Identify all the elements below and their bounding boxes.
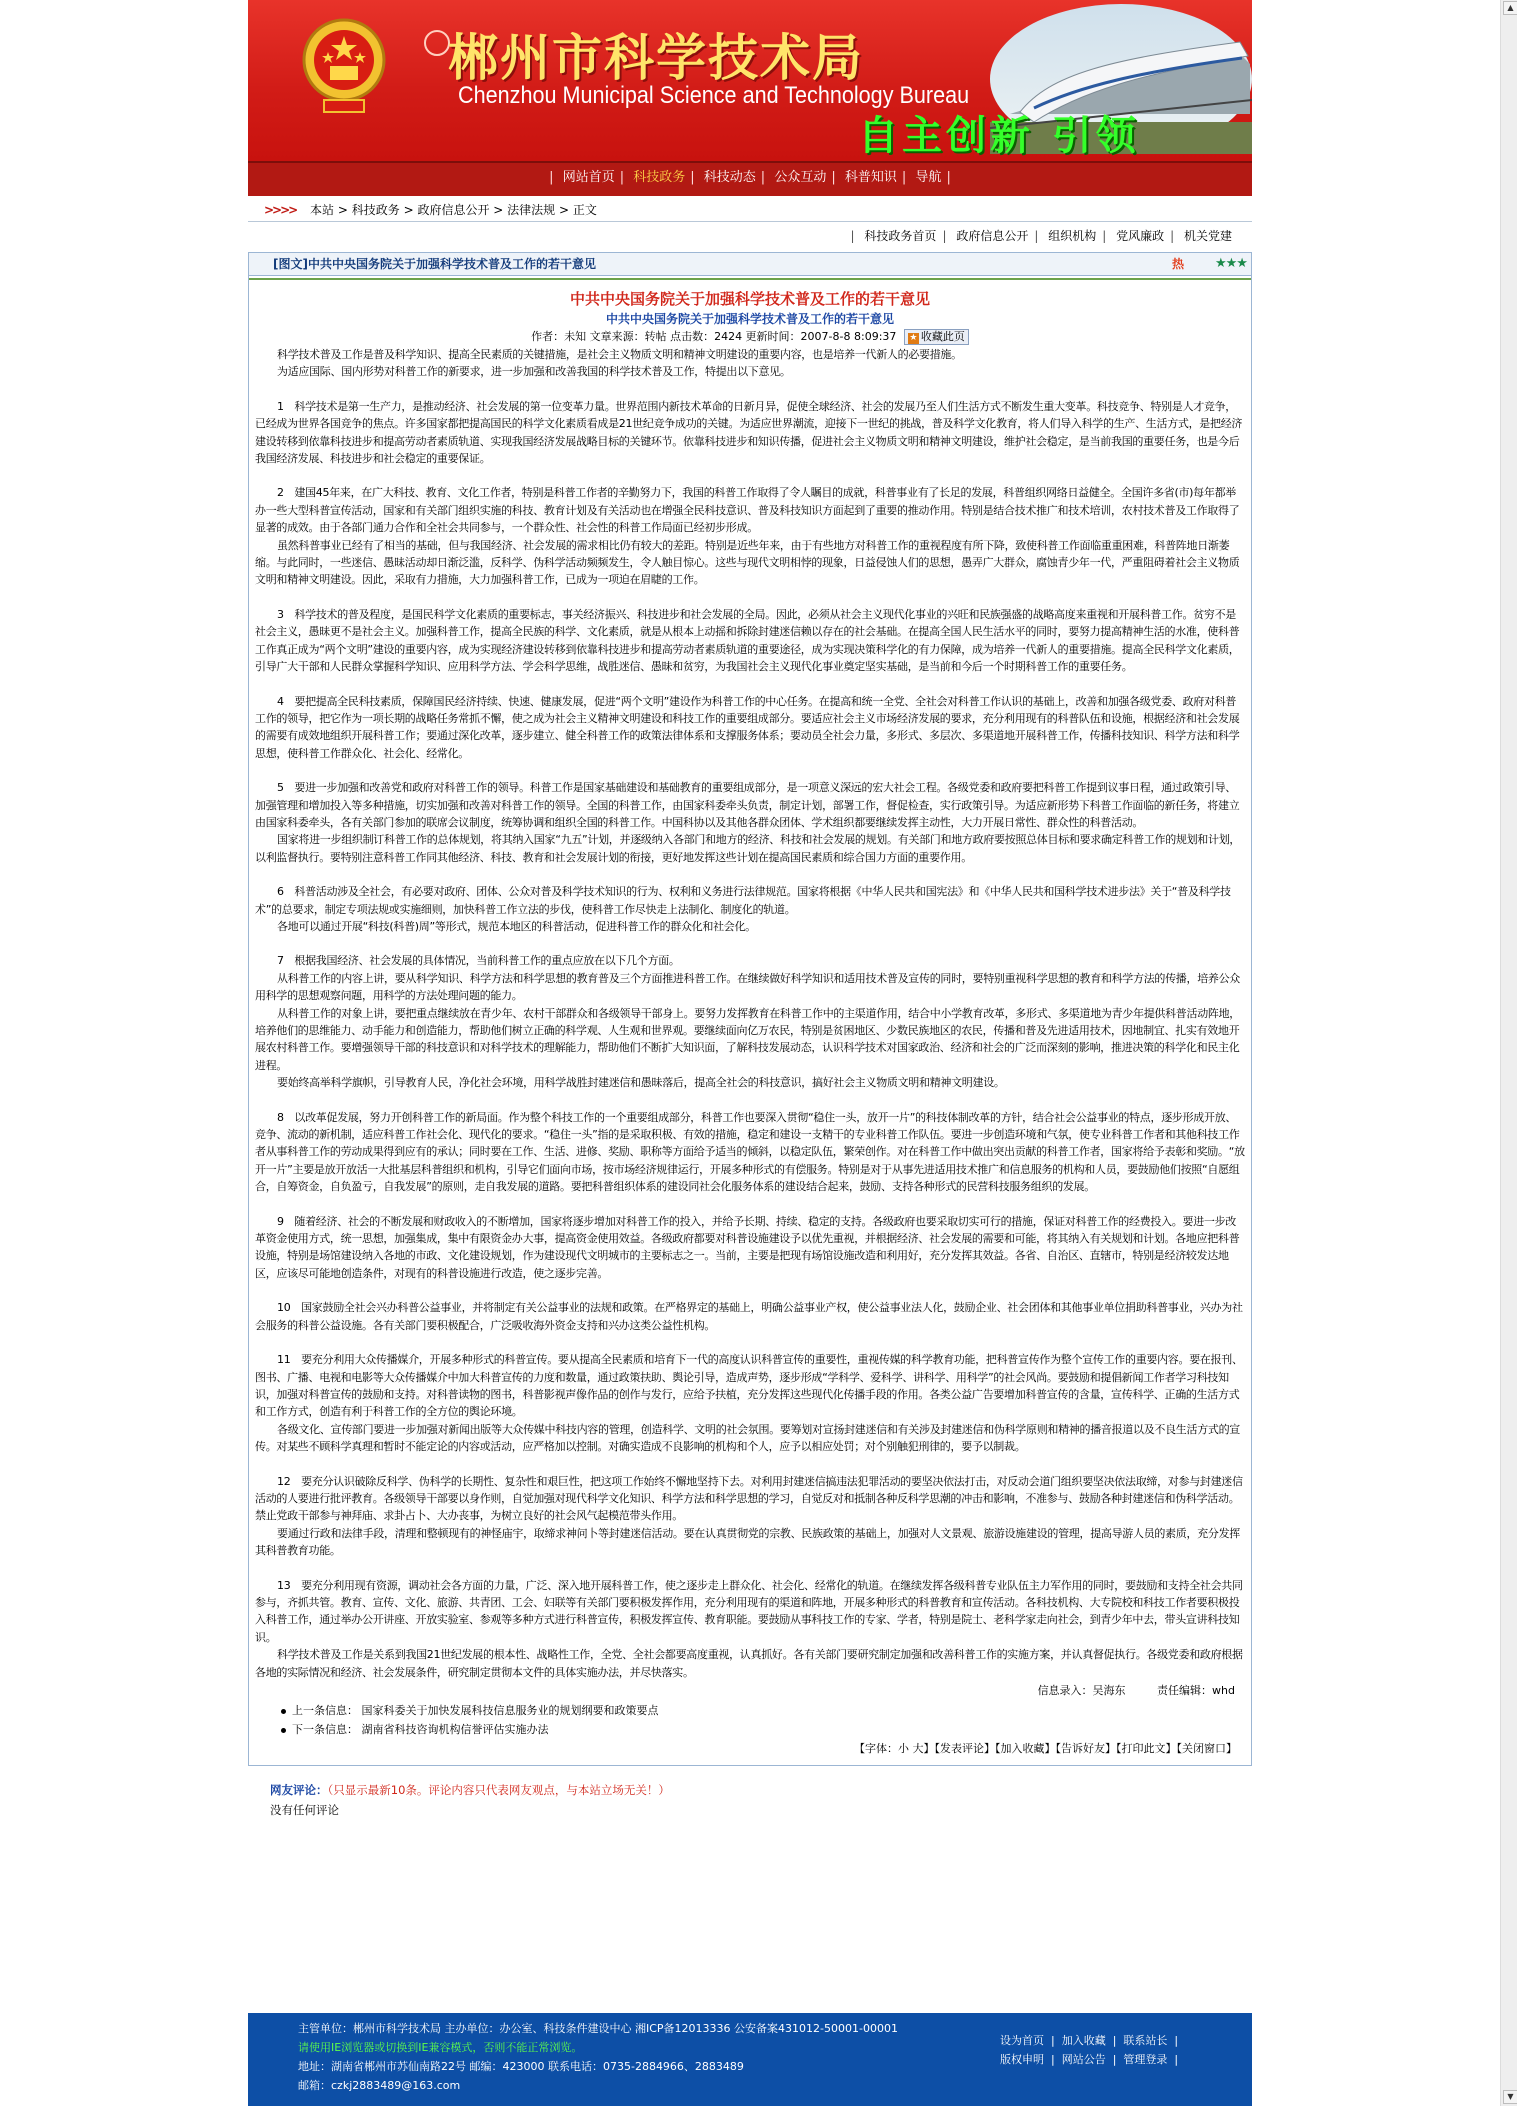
print-tool[interactable]: 【打印此文】 — [1116, 1742, 1177, 1755]
footer-link-admin-login[interactable]: 管理登录 — [1123, 2053, 1168, 2066]
article-titlebar — [249, 253, 1251, 276]
site-banner — [248, 0, 1252, 161]
article-paragraph: 要通过行政和法律手段，清理和整顿现有的神怪庙宇，取缔求神问卜等封建迷信活动。要在认真贯彻党的宗教、民族政策的基础上，加强对人文景观、旅游设施建设的管理，提高导游人员的素质，充分发挥其科普教育功能。 — [255, 1526, 1240, 1558]
entry-person: 信息录入：吴海东 — [1037, 1684, 1126, 1697]
subnav-item-info-public[interactable]: 政府信息公开 — [956, 229, 1029, 243]
breadcrumb-item-current: 正文 — [572, 203, 597, 217]
hot-badge: 热 — [1172, 257, 1185, 271]
nav-item-science-affairs[interactable]: 科技政务 — [633, 170, 686, 185]
article-paragraph: 2 建国45年来，在广大科技、教育、文化工作者，特别是科普工作者的辛勤努力下，我国的科普工作取得了令人瞩目的成就，科普事业有了长足的发展，科普组织网络日益健全。全国许多省(市)每年都举办一些大型科普宣传活动，国家和有关部门组织实施的科技、教育计划及有关活动也在增强全民科技意识、普及科技知识方面起到了重要的推动作用。特别是结合技术推广和技术培训，农村技术普及工作取得了显著的成效。由于各部门通力合作和全社会共同参与，一个群众性、社会性的科普工作局面已经初步形成。 — [255, 486, 1240, 535]
article-meta-text: 作者：未知 文章来源：转帖 点击数：2424 更新时间：2007-8-8 8:09:37 — [531, 330, 897, 343]
article-paragraph: 6 科普活动涉及全社会，有必要对政府、团体、公众对普及科学技术知识的行为、权利和义务进行法律规范。国家将根据《中华人民共和国宪法》和《中华人民共和国科学技术进步法》关于“普及科学技术”的总要求，制定专项法规或实施细则，加快科普工作立法的步伐，使科普工作尽快走上法制化、制度化的轨道。 — [255, 885, 1231, 916]
prev-link[interactable] — [281, 1701, 1245, 1720]
article-tools — [255, 1739, 1245, 1759]
nav-item-science-news[interactable]: 科技动态 — [703, 170, 756, 185]
nav-item-navigation[interactable]: 导航 — [915, 170, 942, 185]
breadcrumb-item-site[interactable]: 本站 — [310, 203, 335, 217]
article-subtitle: 中共中央国务院关于加强科学技术普及工作的若干意见 — [605, 312, 894, 326]
article-paragraph: 8 以改革促发展，努力开创科普工作的新局面。作为整个科技工作的一个重要组成部分，科普工作也要深入贯彻“稳住一头，放开一片”的科技体制改革的方针，结合社会公益事业的特点，逐步形成开放、竞争、流动的新机制，适应科普工作社会化、现代化的要求。“稳住一头”指的是采取积极、有效的措施，稳定和建设一支精干的专业科普工作队伍。要进一步创造环境和气氛，使专业科普工作者和其他科技工作者从事科普工作的劳动成果得到应有的承认；同时要在工作、生活、进修、奖励、职称等方面给予适当的倾斜，以稳定队伍，繁荣创作。对在科普工作中做出突出贡献的科普工作者，国家将给予表彰和奖励。“放开一片”主要是放开放活一大批基层科普组织和机构，引导它们面向市场，按市场经济规律运行，开展多种形式的有偿服务。特别是对于从事先进适用技术推广和信息服务的机构和人员，要鼓励他们按照“自愿组合，自筹资金，自负盈亏，自我发展”的原则，走自我发展的道路。要把科普组织体系的建设同社会化服务体系的建设结合起来，鼓励、支持各种形式的民营科技服务组织的发展。 — [255, 1110, 1245, 1194]
breadcrumb: >>>> 本站 > 科技政务 > 政府信息公开 > 法律法规 > 正文 — [248, 199, 1252, 222]
close-window-tool[interactable]: 【关闭窗口】 — [1176, 1742, 1237, 1755]
footer-info — [298, 2019, 898, 2095]
article-paragraph: 9 随着经济、社会的不断发展和财政收入的不断增加，国家将逐步增加对科普工作的投入，并给予长期、持续、稳定的支持。各级政府也要采取切实可行的措施，保证对科普工作的经费投入。要进一步改革资金使用方式，统一思想，加强集成，集中有限资金办大事，提高资金使用效益。各级政府都要对科普设施建设予以优先重视，并根据经济、社会发展的需要和可能，将其纳入有关规划和计划。各地应把科普设施，特别是场馆建设纳入各地的市政、文化建设规划，作为建设现代文明城市的主要标志之一。当前，主要是把现有场馆设施改造和利用好，充分发挥其效益。各省、自治区、直辖市，特别是经济较发达地区，应该尽可能地创造条件，对现有的科普设施进行改造，使之逐步完善。 — [255, 1214, 1240, 1280]
nav-item-public-interaction[interactable]: 公众互动 — [774, 170, 827, 185]
article-paragraph: 4 要把提高全民科技素质，保障国民经济持续、快速、健康发展，促进“两个文明”建设作为科普工作的中心任务。在提高和统一全党、全社会对科普工作认识的基础上，改善和加强各级党委、政府对科普工作的领导，把它作为一项长期的战略任务常抓不懈，使之成为社会主义精神文明建设和科技工作的重要组成部分。要适应社会主义市场经济发展的要求，充分利用现有的科普队伍和设施，根据经济和社会发展的需要有成效地组织开展科普工作；要通过深化改革，逐步建立、健全科普工作的政策法律体系和支撑服务体系；要动员全社会力量，多形式、多层次、多渠道地开展科普工作，传播科技知识、科学方法和科学思想，使科普工作群众化、社会化、经常化。 — [255, 694, 1240, 760]
article-paragraph: 各级文化、宣传部门要进一步加强对新闻出版等大众传媒中科技内容的管理，创造科学、文明的社会氛围。要筹划对宣扬封建迷信和有关涉及封建迷信和伪科学原则和精神的播音报道以及不良生活方式的宣传。对某些不顾科学真理和暂时不能定论的内容或活动，应严格加以控制。对确实造成不良影响的机构和个人，应予以相应处罚；对个别触犯刑律的，要予以制裁。 — [255, 1422, 1240, 1454]
comments-empty: 没有任何评论 — [270, 1803, 339, 1817]
nav-item-home[interactable]: 网站首页 — [562, 170, 615, 185]
titlebar-title: [图文]中共中央国务院关于加强科学技术普及工作的若干意见 — [273, 257, 596, 271]
comments-label: 网友评论： — [270, 1783, 328, 1797]
bookmark-icon: ★ — [909, 333, 918, 343]
comments-note: （只显示最新10条。评论内容只代表网友观点，与本站立场无关！） — [327, 1783, 670, 1797]
footer-links: 设为首页 | 加入收藏 | 联系站长 | 版权申明 | 网站公告 | 管理登录 | — [1000, 2034, 1179, 2066]
main-nav: | 网站首页 | 科技政务 | 科技动态 | 公众互动 | 科普知识 | 导航 | — [248, 161, 1252, 196]
article-paragraph: 12 要充分认识破除反科学、伪科学的长期性、复杂性和艰巨性，把这项工作始终不懈地坚持下去。对利用封建迷信搞违法犯罪活动的要坚决依法打击，对反动会道门组织要坚决依法取缔，对参与封建迷信活动的人要进行批评教育。各级领导干部要以身作则，自觉加强对现代科学文化知识、科学方法和科学思想的学习，自觉反对和抵制各种反科学思潮的冲击和影响，不准参与、鼓励各种封建迷信和伪科学活动。禁止党政干部参与神拜庙、求卦占卜、大办丧事，为树立良好的社会风气起模范带头作用。 — [255, 1474, 1243, 1523]
breadcrumb-item-info-public[interactable]: 政府信息公开 — [417, 203, 490, 217]
article — [249, 278, 1251, 1765]
article-paragraph: 1 科学技术是第一生产力，是推动经济、社会发展的第一位变革力量。世界范围内新技术革命的日新月异，促使全球经济、社会的发展乃至人们生活方式不断发生重大变革。科技竞争、特别是人才竞争，已经成为世界各国竞争的焦点。许多国家都把提高国民的科学文化素质看成是21世纪竞争成功的关键。为适应世界潮流，迎接下一世纪的挑战，普及科学文化教育，将人们导入科学的生产、生活方式，是把经济建设转移到依靠科技进步和提高劳动者素质轨道、实现我国经济发展战略目标的关键环节。依靠科技进步和知识传播，促进社会主义物质文明和精神文明建设，维护社会稳定，是当前我国的重要任务，也是今后我国经济发展、科技进步和社会稳定的重要保证。 — [255, 399, 1243, 466]
footer-link-copyright[interactable]: 版权申明 — [1000, 2053, 1044, 2066]
footer-line-3: 地址：湖南省郴州市苏仙南路22号 邮编：423000 联系电话：0735-2884966、2883489 — [298, 2060, 744, 2073]
article-paragraph: 从科普工作的内容上讲，要从科学知识、科学方法和科学思想的教育普及三个方面推进科普工作。在继续做好科学知识和适用技术普及宣传的同时，要特别重视科学思想的教育和科学方法的传播，培养公众用科学的思想观察问题，用科学的方法处理问题的能力。 — [255, 971, 1240, 1003]
national-emblem-icon — [300, 14, 388, 118]
subnav-item-integrity[interactable]: 党风廉政 — [1116, 229, 1165, 243]
footer-link-set-home[interactable]: 设为首页 — [1000, 2034, 1044, 2047]
post-comment-tool[interactable]: 【发表评论】 — [934, 1742, 995, 1755]
article-paragraph: 3 科学技术的普及程度，是国民科学文化素质的重要标志，事关经济振兴、科技进步和社会发展的全局。因此，必须从社会主义现代化事业的兴旺和民族强盛的战略高度来重视和开展科普工作。贫穷不是社会主义，愚昧更不是社会主义。加强科普工作，提高全民族的科学、文化素质，就是从根本上动摇和拆除封建迷信赖以存在的社会基础。在提高全国人民生活水平的同时，要努力提高精神生活的水准，使科普工作真正成为“两个文明”建设的重要内容，成为实现经济建设转移到依靠科技进步和提高劳动者素质轨道的重要途径，成为实现决策科学化的有力保障，成为培养一代新人的重要措施。提高全民科学文化素质，引导广大干部和人民群众掌握科学知识、应用科学方法、学会科学思维，战胜迷信、愚昧和贫穷，为我国社会主义现代化事业奠定坚实基础，是当前和今后一个时期科普工作的重要任务。 — [255, 607, 1240, 674]
tell-friend-tool[interactable]: 【告诉好友】 — [1055, 1742, 1116, 1755]
subnav-item-organization[interactable]: 组织机构 — [1048, 229, 1097, 243]
footer-line-2: 请使用IE浏览器或切换到IE兼容模式，否则不能正常浏览。 — [298, 2041, 583, 2054]
scroll-down-arrow-icon[interactable]: ▼ — [1503, 2090, 1517, 2104]
nav-item-popular-science[interactable]: 科普知识 — [844, 170, 897, 185]
article-title: 中共中央国务院关于加强科学技术普及工作的若干意见 — [569, 290, 930, 308]
scroll-up-arrow-icon[interactable]: ▲ — [1503, 1, 1517, 15]
article-paragraph: 从科普工作的对象上讲，要把重点继续放在青少年、农村干部群众和各级领导干部身上。要努力发挥教育在科普工作中的主渠道作用，结合中小学教育改革，多形式、多渠道地为青少年提供科普活动阵地，培养他们的思维能力、动手能力和创造能力，帮助他们树立正确的科学观、人生观和世界观。要继续面向亿万农民，特别是贫困地区、少数民族地区的农民，传播和普及先进适用技术，因地制宜、扎实有效地开展农村科普工作。要增强领导干部的科技意识和对科学技术的理解能力，帮助他们不断扩大知识面，了解科技发展动态，认识科学技术对国家政治、经济和社会的广泛而深刻的影响，推进决策的科学化和民主化进程。 — [255, 1006, 1240, 1072]
footer-line-1: 主管单位：郴州市科学技术局 主办单位：办公室、科技条件建设中心 湘ICP备12013336 公安备案431012-50001-00001 — [298, 2022, 898, 2035]
next-link-text: 下一条信息： 湖南省科技咨询机构信誉评估实施办法 — [292, 1723, 549, 1736]
breadcrumb-item-affairs[interactable]: 科技政务 — [351, 203, 400, 217]
slogan-text: 自主创新 引领 — [858, 113, 1140, 159]
article-paragraph: 5 要进一步加强和改善党和政府对科普工作的领导。科普工作是国家基础建设和基础教育的重要组成部分，是一项意义深远的宏大社会工程。各级党委和政府要把科普工作提到议事日程，通过政策引导、加强管理和增加投入等多种措施，切实加强和改善对科普工作的领导。全国的科普工作，由国家科委牵头负责，制定计划，部署工作，督促检查，实行政策引导。为适应新形势下科普工作面临的新任务，将建立由国家科委牵头，各有关部门参加的联席会议制度，统筹协调和组织全国的科普工作。中国科协以及其他各群众团体、学术组织都要继续发挥主动性，大力开展日常性、群众性的科普活动。 — [255, 781, 1240, 829]
breadcrumb-item-laws[interactable]: 法律法规 — [507, 203, 556, 217]
article-paragraph: 虽然科普事业已经有了相当的基础，但与我国经济、社会发展的需求相比仍有较大的差距。特别是近些年来，由于有些地方对科普工作的重视程度有所下降，致使科普工作面临重重困难，科普阵地日渐萎缩。与此同时，一些迷信、愚昧活动却日渐泛滥，反科学、伪科学活动频频发生，令人触目惊心。这些与现代文明相悖的现象，日益侵蚀人们的思想，愚弄广大群众，腐蚀青少年一代，严重阻碍着社会主义物质文明和精神文明建设。因此，采取有力措施，大力加强科普工作，已成为一项迫在眉睫的工作。 — [255, 538, 1240, 587]
prev-link-text: 上一条信息： 国家科委关于加快发展科技信息服务业的规划纲要和政策要点 — [292, 1704, 659, 1717]
page-container — [248, 0, 1252, 1820]
decorative-circle-icon — [424, 30, 450, 56]
bookmark-button[interactable] — [904, 329, 969, 345]
double-chevron-icon: >>>> — [264, 203, 297, 217]
font-size-tool[interactable]: 【字体：小 大】 — [854, 1742, 935, 1755]
article-paragraph: 科学技术普及工作是普及科学知识、提高全民素质的关键措施，是社会主义物质文明和精神文明建设的重要内容，也是培养一代新人的必要措施。 — [277, 348, 962, 361]
vertical-scrollbar[interactable] — [1500, 0, 1517, 2106]
footer-line-4: 邮箱：czkj2883489@163.com — [298, 2079, 461, 2092]
article-paragraph: 要始终高举科学旗帜，引导教育人民，净化社会环境，用科学战胜封建迷信和愚昧落后，提高全社会的科技意识，搞好社会主义物质文明和精神文明建设。 — [277, 1076, 1005, 1090]
next-link[interactable] — [281, 1720, 1245, 1739]
prev-next — [255, 1701, 1245, 1739]
article-body — [255, 346, 1245, 1681]
article-box — [248, 252, 1252, 1766]
bookmark-label: 收藏此页 — [920, 330, 965, 343]
bullet-icon — [281, 1728, 286, 1733]
subnav-item-party-building[interactable]: 机关党建 — [1183, 229, 1232, 243]
site-subtitle: Chenzhou Municipal Science and Technology Bureau — [458, 82, 970, 109]
article-paragraph: 7 根据我国经济、社会发展的具体情况，当前科普工作的重点应放在以下几个方面。 — [277, 954, 680, 968]
article-paragraph: 国家将进一步组织制订科普工作的总体规划，将其纳入国家“九五”计划，并逐级纳入各部门和地方的经济、科技和社会发展的规划。有关部门和地方政府要按照总体目标和要求确定科普工作的规划和计划，以利监督执行。要特别注意科普工作同其他经济、科技、教育和社会发展计划的衔接，更好地发挥这些计划在提高国民素质和综合国力方面的重要作用。 — [255, 833, 1241, 864]
article-paragraph: 13 要充分利用现有资源，调动社会各方面的力量，广泛、深入地开展科普工作，使之逐步走上群众化、社会化、经常化的轨道。在继续发挥各级科普专业队伍主力军作用的同时，要鼓励和支持全社会共同参与，齐抓共管。教育、宣传、文化、旅游、共青团、工会、妇联等有关部门要积极发挥作用，充分利用现有的渠道和阵地，开展多种形式的科普教育和宣传活动。各科技机构、大专院校和科技工作者要积极投入科普工作，通过举办公开讲座、开放实验室、参观等多种方式进行科普宣传，积极发挥宣传、教育职能。要鼓励从事科技工作的专家、学者，特别是院士、老科学家走向社会，到青少年中去，带头宣讲科技知识。 — [255, 1578, 1243, 1644]
site-footer — [248, 2013, 1252, 2106]
comments-section — [248, 1766, 1252, 1820]
footer-link-favorite[interactable]: 加入收藏 — [1061, 2034, 1106, 2047]
footer-link-announcement[interactable]: 网站公告 — [1061, 2053, 1106, 2066]
rating-stars-icon: ★★★ — [1215, 256, 1247, 271]
add-favorite-tool[interactable]: 【加入收藏】 — [995, 1742, 1056, 1755]
info-line — [255, 1681, 1245, 1701]
responsible-editor: 责任编辑：whd — [1157, 1684, 1235, 1697]
subnav-item-affairs-home[interactable]: 科技政务首页 — [864, 229, 937, 243]
article-paragraph: 为适应国际、国内形势对科普工作的新要求，进一步加强和改善我国的科学技术普及工作，特提出以下意见。 — [277, 365, 791, 379]
section-subnav: | 科技政务首页 | 政府信息公开 | 组织机构 | 党风廉政 | 机关党建 — [248, 226, 1252, 246]
article-paragraph: 11 要充分利用大众传播媒介，开展多种形式的科普宣传。要从提高全民素质和培育下一代的高度认识科普宣传的重要性，重视传媒的科学教育功能，把科普宣传作为整个宣传工作的重要内容。要在报刊、图书、广播、电视和电影等大众传播媒介中加大科普宣传的力度和数量，通过政策扶助、舆论引导，造成声势，逐步形成“学科学、爱科学、讲科学、用科学”的社会风尚。要鼓励和提倡新闻工作者学习科技知识，加强对科普宣传的鼓励和支持。对科普读物的图书，科普影视声像作品的创作与发行，应给予扶植，充分发挥这些现代化传播手段的作用。各类公益广告要增加科普宣传的含量，宣传科学、正确的生活方式和工作方式，创造有利于科普工作的全方位的舆论环境。 — [255, 1353, 1243, 1419]
article-paragraph: 各地可以通过开展“科技(科普)周”等形式，规范本地区的科普活动，促进科普工作的群众化和社会化。 — [277, 919, 756, 933]
article-meta — [255, 328, 1245, 346]
site-title: 郴州市科学技术局 — [448, 28, 864, 87]
bullet-icon — [281, 1709, 286, 1714]
footer-link-contact[interactable]: 联系站长 — [1123, 2034, 1168, 2047]
article-paragraph: 科学技术普及工作是关系到我国21世纪发展的根本性、战略性工作，全党、全社会都要高度重视，认真抓好。各有关部门要研究制定加强和改善科普工作的实施方案，并认真督促执行。各级党委和政府根据各地的实际情况和经济、社会发展条件，研究制定贯彻本文件的具体实施办法，并尽快落实。 — [255, 1648, 1243, 1679]
article-paragraph: 10 国家鼓励全社会兴办科普公益事业，并将制定有关公益事业的法规和政策。在严格界定的基础上，明确公益事业产权，使公益事业法人化，鼓励企业、社会团体和其他事业单位捐助科普事业，兴办为社会服务的科普公益设施。各有关部门要积极配合，广泛吸收海外资金支持和兴办这类公益性机构。 — [255, 1301, 1243, 1332]
